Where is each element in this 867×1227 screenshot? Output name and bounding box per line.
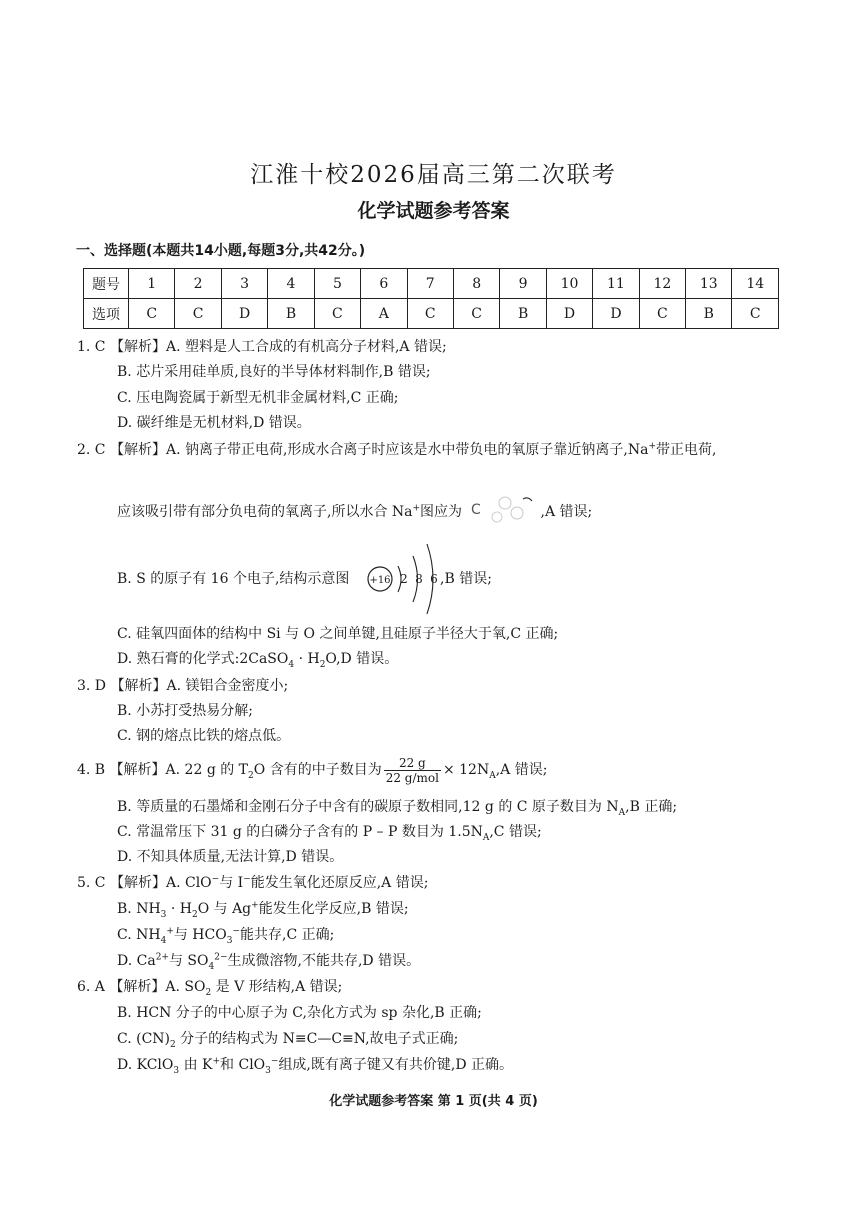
q4-analysis-c [117, 822, 542, 842]
q2-analysis-a-cont [117, 489, 592, 535]
q6-c-tail: 分子的结构式为 N≡C—C≡N,故电子式正确; [175, 1031, 459, 1047]
subscript: 2 [248, 770, 254, 781]
q6-a-tail: 是 V 形结构,A 错误; [211, 979, 343, 995]
q5-c-tail: 能共存,C 正确; [240, 927, 335, 943]
exam-title: 江淮十校2026届高三第二次联考 [250, 162, 617, 188]
q2-a2-mid: 图应为 [420, 504, 463, 520]
q6-a-text: 6. A 【解析】A. SO [77, 979, 206, 995]
subscript: 3 [160, 909, 167, 920]
charge-sup: − [211, 874, 220, 885]
q6-analysis-d [117, 1055, 513, 1075]
charge-sup: + [166, 926, 174, 937]
answer-cell: C [407, 299, 453, 329]
q5-d-tail: 生成微溶物,不能共存,D 错误。 [227, 953, 421, 969]
q4-analysis-a [77, 752, 547, 788]
q5-b-text: B. NH [117, 901, 161, 917]
question-number: 9 [500, 269, 546, 299]
row-label-number: 题号 [84, 269, 129, 299]
q4-a-text: 4. B 【解析】A. 22 g 的 T [77, 762, 249, 778]
question-number: 8 [453, 269, 499, 299]
subscript: 4 [208, 961, 215, 972]
q4-b-text: B. 等质量的石墨烯和金刚石分子中含有的碳原子数相同,12 g 的 C 原子数目为 N [117, 799, 619, 815]
fraction-numerator: 22 g [384, 756, 441, 771]
q4-a-mul: × 12N [442, 762, 490, 778]
q1-analysis-c: C. 压电陶瓷属于新型无机非金属材料,C 正确; [117, 390, 399, 406]
q4-analysis-b [117, 797, 677, 817]
table-row-numbers [84, 269, 779, 299]
q2-a-text: 2. C 【解析】A. 钠离子带正电荷,形成水合离子时应该是水中带负电的氧原子靠近钠离子,Na [77, 442, 649, 458]
q5-b-mid: · H [166, 901, 192, 917]
subscript: 3 [173, 1065, 180, 1076]
charge-sup: − [243, 874, 251, 885]
shell-3-electrons: 6 [430, 572, 438, 586]
answer-cell: D [546, 299, 592, 329]
q5-analysis-c [117, 925, 334, 945]
page-footer: 化学试题参考答案 第 1 页(共 4 页) [329, 1094, 538, 1109]
subscript: 2 [319, 659, 326, 670]
sulfur-atom-structure-diagram [364, 542, 440, 616]
answer-cell: D [593, 299, 639, 329]
q5-a-tail: 能发生氧化还原反应,A 错误; [250, 875, 429, 891]
hydrated-ion-figure [467, 489, 541, 535]
charge-sup: − [232, 926, 240, 937]
answer-key-title: 化学试题参考答案 [357, 200, 510, 222]
charge-sup: 2− [214, 952, 228, 963]
q6-analysis-a [77, 977, 342, 997]
q6-c-text: C. (CN) [117, 1031, 170, 1047]
q6-d-mid2: 和 ClO [220, 1057, 266, 1073]
charge-sup: + [212, 1056, 221, 1067]
q1-analysis-d: D. 碳纤维是无机材料,D 错误。 [117, 415, 311, 431]
q2-d-mid: · H [294, 651, 320, 667]
charge-sup: + [412, 503, 421, 514]
q5-analysis-a [77, 873, 428, 893]
answer-cell: B [686, 299, 732, 329]
answer-cell: C [175, 299, 221, 329]
q5-analysis-d [117, 951, 420, 971]
subscript: 4 [160, 935, 167, 946]
q4-b-tail: ,B 正确; [625, 799, 678, 815]
subscript: 2 [191, 909, 198, 920]
subscript: 3 [265, 1065, 271, 1076]
q2-analysis-d [117, 649, 398, 669]
q4-c-text: C. 常温常压下 31 g 的白磷分子含有的 P – P 数目为 1.5N [117, 824, 483, 840]
subscript: A [618, 807, 626, 818]
q4-c-tail: ,C 错误; [489, 824, 542, 840]
charge-sup: − [270, 1056, 279, 1067]
q5-b-tail: 能发生化学反应,B 错误; [258, 901, 409, 917]
q2-a-tail: 带正电荷, [656, 442, 717, 458]
svg-text:C: C [470, 502, 481, 518]
q3-analysis-a: 3. D 【解析】A. 镁铝合金密度小; [77, 678, 289, 694]
answer-cell: B [268, 299, 314, 329]
q2-a2-text: 应该吸引带有部分负电荷的氧离子,所以水合 Na [117, 504, 413, 520]
q5-d-text: D. Ca [117, 953, 156, 969]
question-number: 1 [129, 269, 175, 299]
q6-d-mid: 由 K [179, 1057, 213, 1073]
q1-analysis-a: 1. C 【解析】A. 塑料是人工合成的有机高分子材料,A 错误; [77, 339, 447, 355]
subscript: 3 [226, 935, 233, 946]
question-number: 2 [175, 269, 221, 299]
subscript: A [482, 832, 490, 843]
row-label-answer: 选项 [84, 299, 129, 329]
q6-analysis-b: B. HCN 分子的中心原子为 C,杂化方式为 sp 杂化,B 正确; [117, 1005, 482, 1021]
q6-d-text: D. KClO [117, 1057, 174, 1073]
q4-analysis-d: D. 不知具体质量,无法计算,D 错误。 [117, 849, 344, 865]
q1-analysis-b: B. 芯片采用硅单质,良好的半导体材料制作,B 错误; [117, 364, 431, 380]
answer-cell: C [453, 299, 499, 329]
q6-analysis-c [117, 1029, 458, 1049]
subscript: 2 [170, 1039, 176, 1050]
q5-a-mid: 与 I [219, 875, 244, 891]
question-number: 13 [686, 269, 732, 299]
q2-analysis-b [117, 569, 349, 589]
question-number: 7 [407, 269, 453, 299]
charge-sup: 2+ [155, 952, 169, 963]
q2-a2-tail: ,A 错误; [540, 504, 593, 520]
subscript: 4 [288, 659, 295, 670]
q4-a-mid: O 含有的中子数目为 [253, 762, 382, 778]
charge-sup: + [648, 441, 657, 452]
q2-b-tail: ,B 错误; [440, 571, 492, 587]
answer-cell: D [221, 299, 267, 329]
subscript: A [489, 770, 496, 781]
q2-d-end: O,D 错误。 [325, 651, 399, 667]
question-number: 12 [639, 269, 685, 299]
subscript: 2 [205, 987, 212, 998]
question-number: 5 [314, 269, 360, 299]
charge-sup: + [251, 900, 259, 911]
answer-cell: C [639, 299, 685, 329]
q5-b-mid2: O 与 Ag [197, 901, 252, 917]
question-number: 14 [732, 269, 779, 299]
q4-a-tail: ,A 错误; [495, 762, 548, 778]
q5-analysis-b [117, 899, 409, 919]
question-number: 6 [361, 269, 407, 299]
shell-1-electrons: 2 [400, 572, 408, 586]
answer-cell: B [500, 299, 546, 329]
answer-cell: C [129, 299, 175, 329]
answer-cell: C [314, 299, 360, 329]
answer-cell: A [361, 299, 407, 329]
section-heading: 一、选择题(本题共14小题,每题3分,共42分。) [76, 243, 366, 259]
q5-c-text: C. NH [117, 927, 161, 943]
q5-a-text: 5. C 【解析】A. ClO [77, 875, 212, 891]
q5-d-mid: 与 SO [168, 953, 209, 969]
answer-table [83, 268, 779, 329]
question-number: 4 [268, 269, 314, 299]
q6-d-tail: 组成,既有离子键又有共价键,D 正确。 [278, 1057, 514, 1073]
question-number: 3 [221, 269, 267, 299]
q2-b-text: B. S 的原子有 16 个电子,结构示意图 [117, 571, 350, 587]
table-row-answers [84, 299, 779, 329]
q5-c-mid: 与 HCO [173, 927, 227, 943]
q3-analysis-b: B. 小苏打受热易分解; [117, 703, 253, 719]
question-number: 11 [593, 269, 639, 299]
nucleus-charge: +16 [369, 575, 391, 586]
shell-2-electrons: 8 [415, 572, 423, 586]
answer-cell: C [732, 299, 779, 329]
q2-d-text: D. 熟石膏的化学式:2CaSO [117, 651, 289, 667]
fraction [384, 756, 441, 785]
q2-analysis-a [77, 440, 716, 460]
q3-analysis-c: C. 钢的熔点比铁的熔点低。 [117, 728, 291, 744]
q2-analysis-c: C. 硅氧四面体的结构中 Si 与 O 之间单键,且硅原子半径大于氧,C 正确; [117, 626, 559, 642]
question-number: 10 [546, 269, 592, 299]
fraction-denominator: 22 g/mol [385, 770, 439, 785]
